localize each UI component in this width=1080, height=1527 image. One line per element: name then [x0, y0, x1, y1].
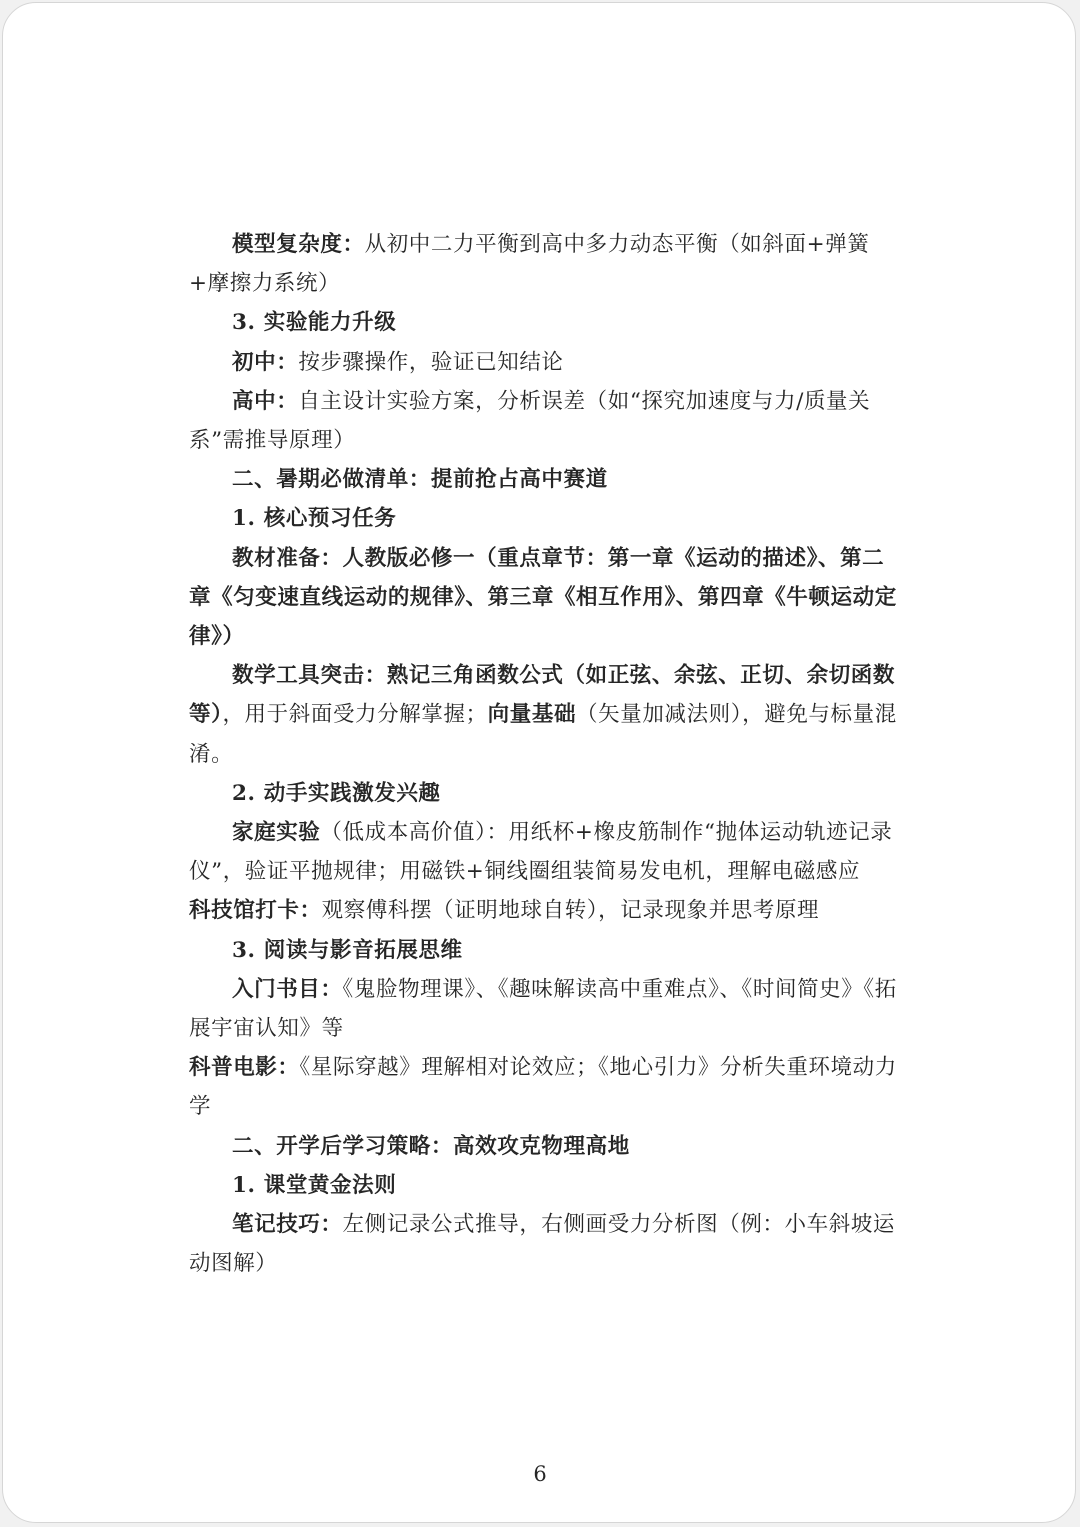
paragraph-lead: 初中： [232, 349, 299, 375]
document-body [189, 225, 899, 1283]
paragraph-lead: 数学工具突击： [232, 663, 387, 689]
paragraph-lead: 笔记技巧： [232, 1212, 343, 1238]
paragraph-lead: 科普电影： [189, 1055, 300, 1081]
chapter-heading: 二、暑期必做清单：提前抢占高中赛道 [232, 467, 608, 493]
paragraph-text: 观察傅科摆（证明地球自转），记录现象并思考原理 [321, 898, 820, 924]
section-heading: 3. 实验能力升级 [232, 310, 397, 336]
paragraph-text: 自主设计实验方案，分析误差（如“探究加速度与力/质量关系”需推导原理） [189, 388, 871, 454]
paragraph-text: 《鬼脸物理课》、《趣味解读高中重难点》、《时间简史》《拓展宇宙认知》等 [189, 976, 897, 1042]
paragraph [189, 539, 899, 657]
paragraph-text: 按步骤操作，验证已知结论 [298, 349, 564, 375]
paragraph [189, 225, 899, 303]
paragraph [189, 891, 899, 930]
chapter-heading: 二、开学后学习策略：高效攻克物理高地 [232, 1133, 630, 1159]
paragraph-bold-text: 向量基础 [487, 702, 577, 728]
paragraph-lead: 入门书目： [232, 976, 343, 1002]
paragraph-text: 人教版必修一（重点章节：第一章《运动的描述》、第二章《匀变速直线运动的规律》、第三章《相互作用》、第四章《牛顿运动定律》） [189, 545, 897, 650]
paragraph [189, 1048, 899, 1126]
paragraph-lead: 模型复杂度： [232, 232, 365, 257]
paragraph-text: 左侧记录公式推导，右侧画受力分析图（例：小车斜坡运动图解） [189, 1212, 896, 1277]
section-heading: 1. 课堂黄金法则 [232, 1172, 397, 1198]
section-heading: 1. 核心预习任务 [232, 506, 397, 532]
paragraph-text: ，用于斜面受力分解掌握； [222, 702, 488, 728]
paragraph-text: （低成本高价值）：用纸杯+橡皮筋制作“抛体运动轨迹记录仪”，验证平抛规律；用磁铁+铜线圈组装简易发电机，理解电磁感应 [189, 820, 893, 885]
paragraph [189, 343, 899, 382]
section-heading: 3. 阅读与影音拓展思维 [232, 937, 463, 963]
paragraph-bold-text: 熟记三角函数公式（如正弦、余弦、正切、余切函数等） [189, 663, 896, 728]
paragraph-lead: 高中： [232, 388, 299, 414]
paragraph [189, 656, 899, 774]
paragraph-lead: 科技馆打卡： [189, 898, 322, 924]
paragraph-text: 《星际穿越》理解相对论效应；《地心引力》分析失重环境动力学 [189, 1055, 897, 1120]
paragraph-lead: 家庭实验 [232, 820, 321, 846]
paragraph [189, 1205, 899, 1283]
paragraph [189, 813, 899, 891]
document-page [2, 2, 1076, 1523]
section-heading: 2. 动手实践激发兴趣 [232, 780, 441, 806]
paragraph [189, 970, 899, 1048]
paragraph-lead: 教材准备： [232, 545, 343, 571]
paragraph-text: （矢量加减法则），避免与标量混淆。 [189, 702, 897, 767]
paragraph-text: 从初中二力平衡到高中多力动态平衡（如斜面+弹簧+摩擦力系统） [189, 232, 870, 297]
page-number: 6 [533, 1462, 547, 1486]
paragraph [189, 382, 899, 460]
